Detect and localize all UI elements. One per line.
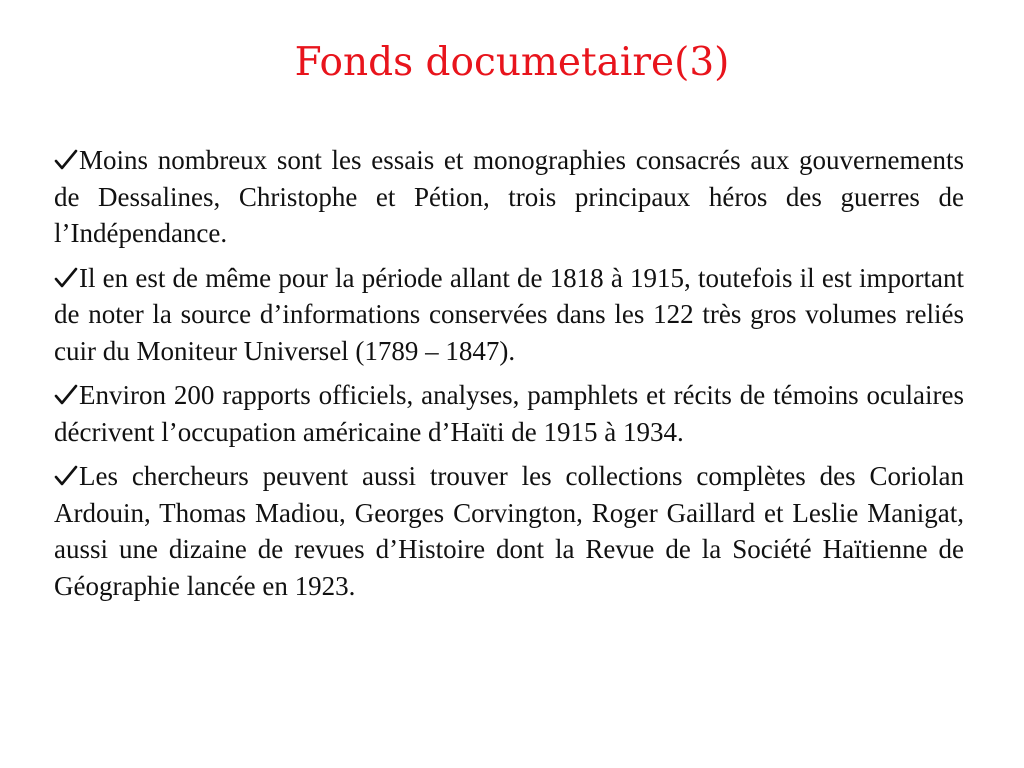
bullet-text-4: Les chercheurs peuvent aussi trouver les collections complètes des Coriolan Ardouin, Thomas Madiou, Georges Corvington, Roger Gaillard et Leslie Manigat, aussi une dizaine de revues d’Histoire dont la Revue de la Société Haïtienne de Géographie lancée en 1923. bbox=[54, 461, 964, 601]
bullet-item-1 bbox=[54, 142, 964, 252]
checkmark-icon bbox=[54, 384, 78, 406]
slide-title: Fonds documetaire(3) bbox=[294, 40, 730, 85]
bullet-item-3 bbox=[54, 377, 964, 450]
checkmark-icon bbox=[54, 149, 78, 171]
bullet-text-1: Moins nombreux sont les essais et monographies consacrés aux gouvernements de Dessalines, Christophe et Pétion, trois principaux héros des guerres de l’Indépendance. bbox=[54, 145, 964, 248]
checkmark-icon bbox=[54, 465, 78, 487]
bullet-list bbox=[54, 142, 964, 612]
bullet-item-2 bbox=[54, 260, 964, 370]
bullet-item-4 bbox=[54, 458, 964, 604]
bullet-text-2: Il en est de même pour la période allant de 1818 à 1915, toutefois il est important de noter la source d’informations conservées dans les 122 très gros volumes reliés cuir du Moniteur Universel (1789 – 1847). bbox=[54, 262, 964, 366]
checkmark-icon bbox=[54, 267, 78, 289]
bullet-text-3: Environ 200 rapports officiels, analyses, pamphlets et récits de témoins oculaires décrivent l’occupation américaine d’Haïti de 1915 à 1934. bbox=[54, 380, 964, 447]
